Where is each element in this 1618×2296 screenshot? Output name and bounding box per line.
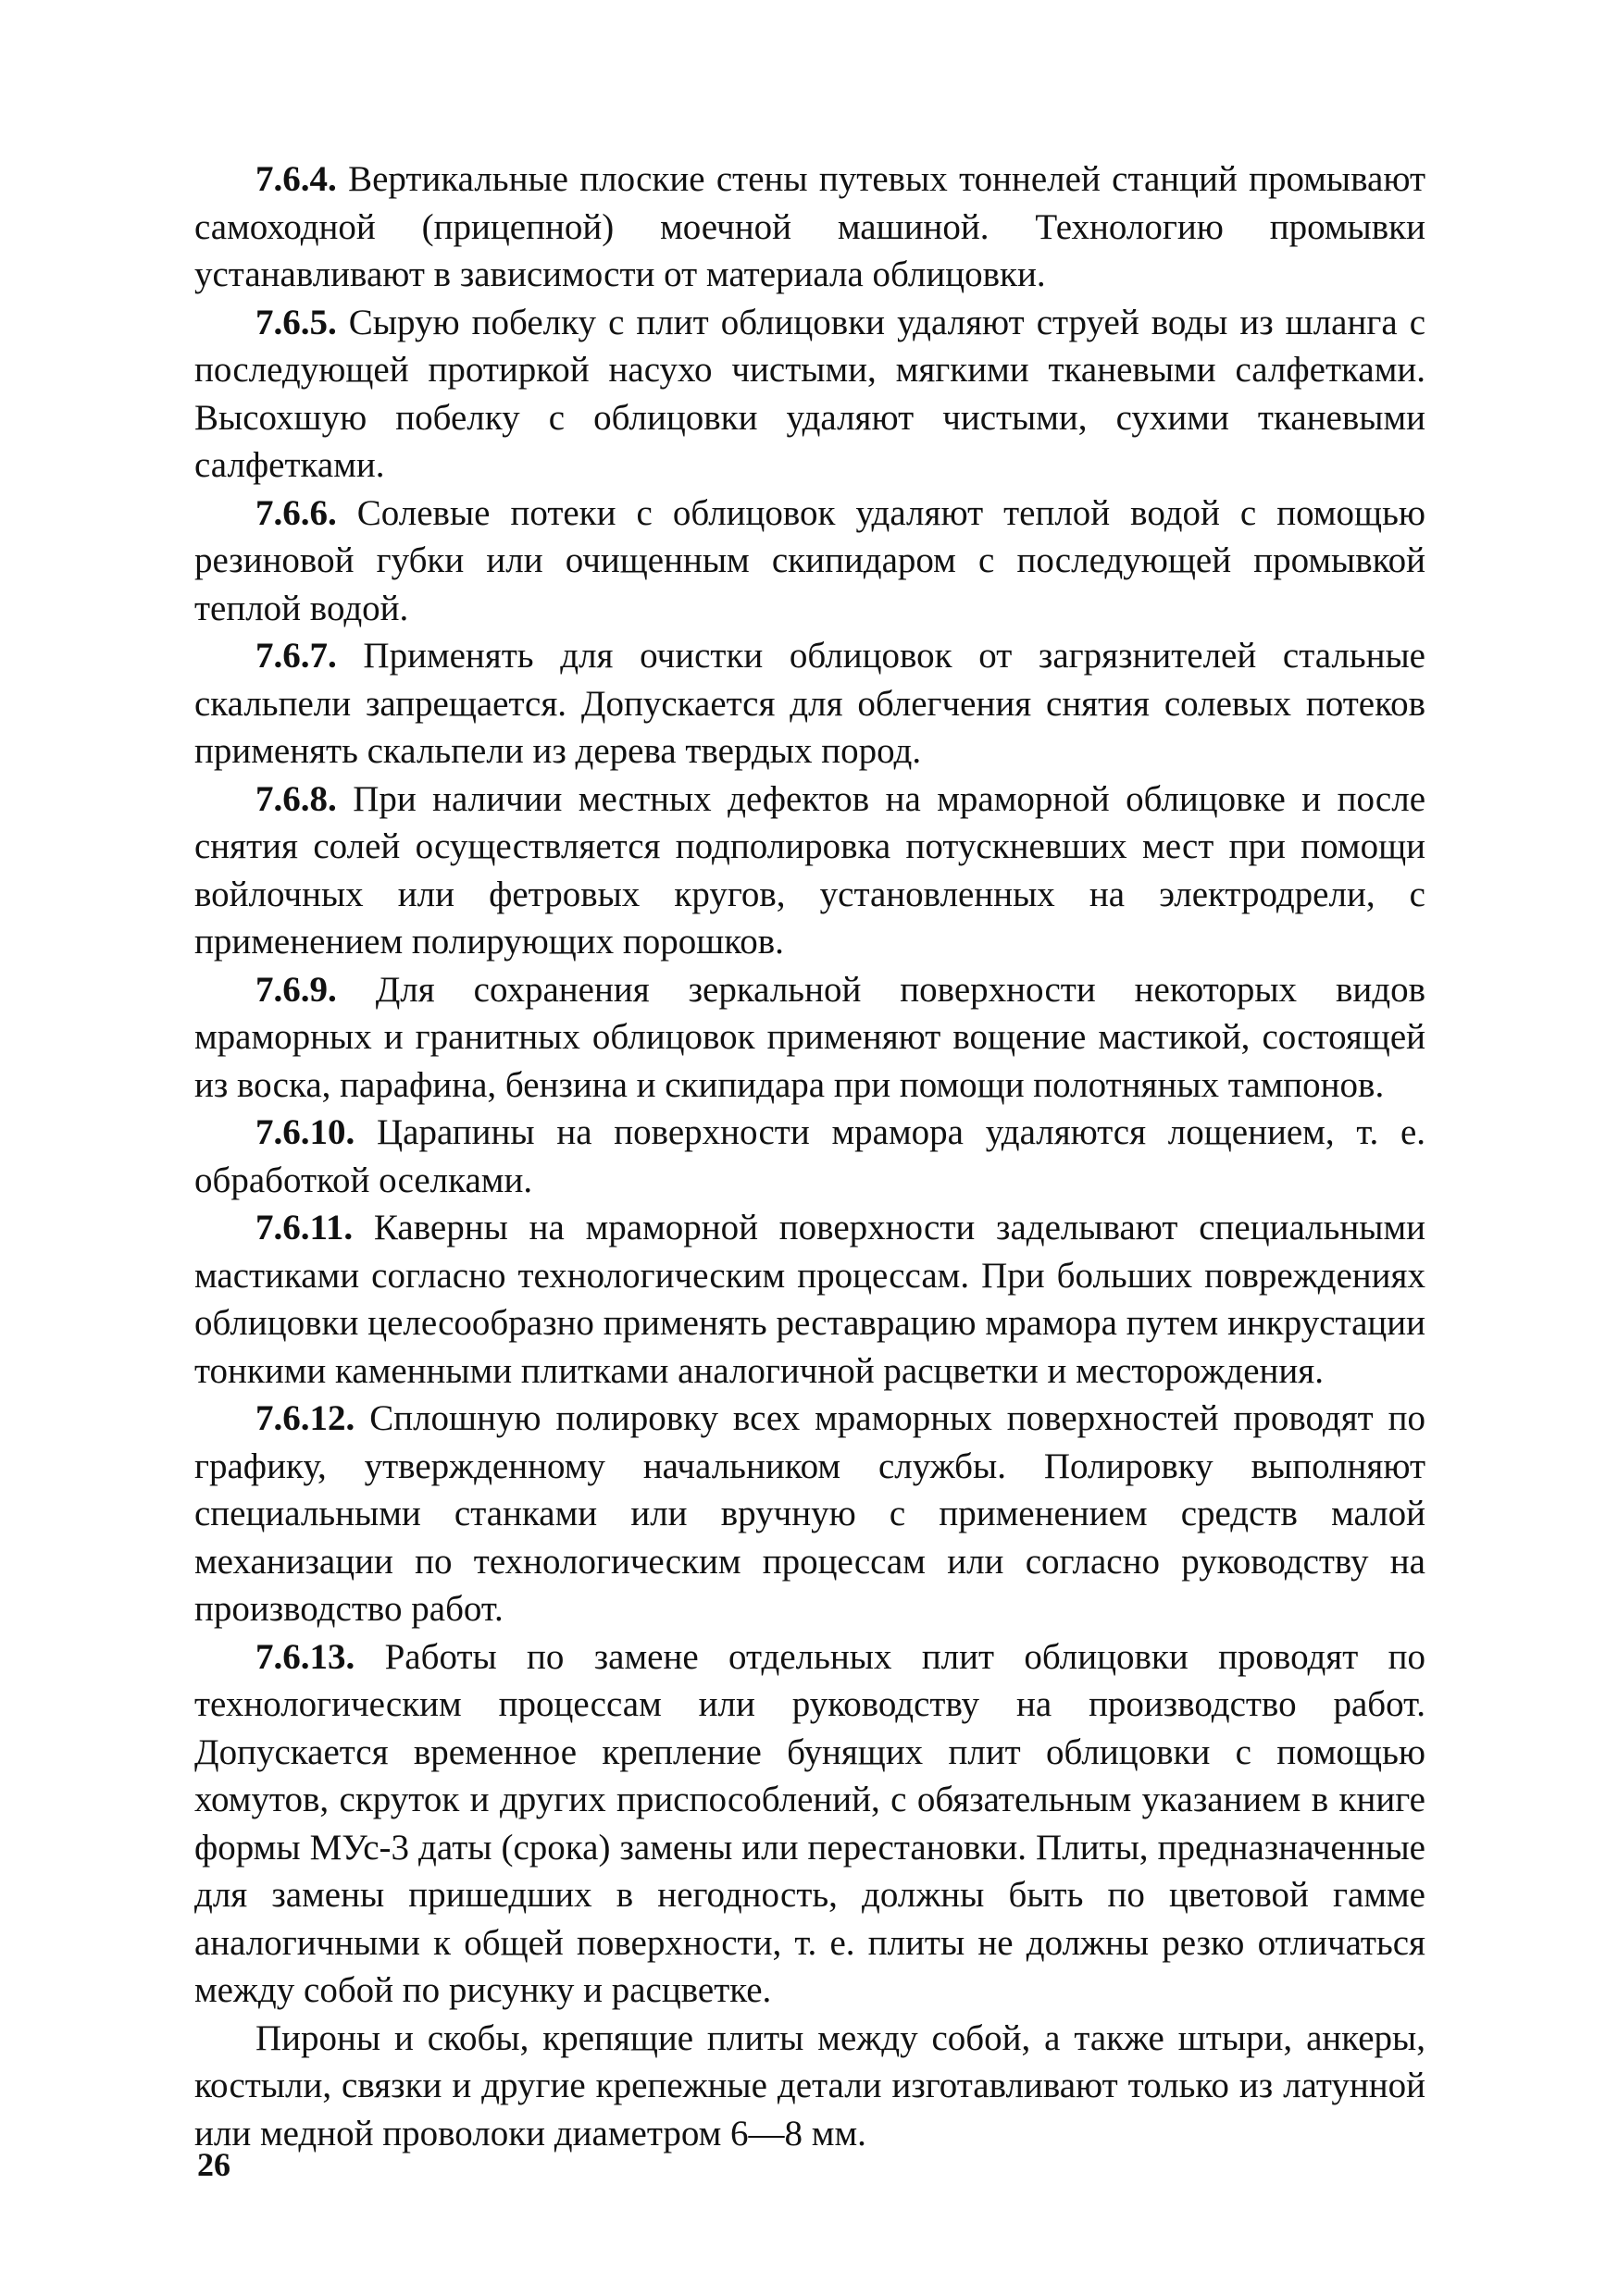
paragraph-text: Для сохранения зеркальной поверхности некоторых видов мраморных и гранитных облицовок применяют вощение мастикой, состоящей из воска, парафина, бензина и скипидара при помощи полотняных тампонов.: [194, 969, 1426, 1105]
paragraph: [194, 1204, 1425, 1395]
document-body: [194, 155, 1425, 2157]
page-number: 26: [197, 2146, 230, 2183]
paragraph-number: 7.6.4.: [255, 159, 337, 199]
paragraph-number: 7.6.12.: [255, 1398, 355, 1438]
paragraph: [194, 490, 1425, 633]
paragraph-text: Солевые потеки с облицовок удаляют теплой водой с помощью резиновой губки или очищенным скипидаром с последующей промывкой теплой водой.: [194, 492, 1426, 628]
paragraph-text: Работы по замене отдельных плит облицовки проводят по технологическим процессам или руководству на производство работ. Допускается временное крепление бунящих плит облицовки с помощью хомутов, скруток и других приспособлений, с обязательным указанием в книге формы МУс-3 даты (срока) замены или перестановки. Плиты, предназначенные для замены пришедших в негодность, должны быть по цветовой гамме аналогичными к общей поверхности, т. е. плиты не должны резко отличаться между собой по рисунку и расцветке.: [194, 1636, 1426, 2010]
paragraph-number: 7.6.8.: [255, 778, 337, 819]
paragraph-number: 7.6.9.: [255, 969, 337, 1010]
paragraph-number: 7.6.6.: [255, 492, 337, 533]
paragraph-text: Каверны на мраморной поверхности заделывают специальными мастиками согласно технологическим процессам. При больших повреждениях облицовки целесообразно применять реставрацию мрамора путем инкрустации тонкими каменными плитками аналогичной расцветки и месторождения.: [194, 1208, 1426, 1391]
paragraph-text: Сплошную полировку всех мраморных поверхностей проводят по графику, утвержденному начальником службы. Полировку выполняют специальными станками или вручную с применением средств малой механизации по технологическим процессам или согласно руководству на производство работ.: [194, 1398, 1426, 1629]
paragraph-text: Применять для очистки облицовок от загрязнителей стальные скальпели запрещается. Допускается для облегчения снятия солевых потеков применять скальпели из дерева твердых пород.: [194, 636, 1425, 771]
paragraph-text: Пироны и скобы, крепящие плиты между собой, а также штыри, анкеры, костыли, связки и другие крепежные детали изготавливают только из латунной или медной проволоки диаметром 6—8 мм.: [194, 2017, 1425, 2153]
paragraph: [194, 966, 1425, 1110]
paragraph: [194, 1109, 1425, 1204]
paragraph-text: Сырую побелку с плит облицовки удаляют струей воды из шланга с последующей протиркой насухо чистыми, мягкими тканевыми салфетками. Высохшую побелку с облицовки удаляют чистыми, сухими тканевыми салфетками.: [194, 302, 1426, 485]
paragraph: [194, 776, 1425, 966]
paragraph-number: 7.6.13.: [255, 1636, 355, 1677]
paragraph: [194, 632, 1425, 776]
paragraph-text: При наличии местных дефектов на мраморной облицовке и после снятия солей осуществляется подполировка потускневших мест при помощи войлочных или фетровых кругов, установленных на электродрели, с применением полирующих порошков.: [194, 778, 1426, 962]
paragraph: [194, 155, 1425, 299]
paragraph: [194, 2015, 1425, 2158]
paragraph-number: 7.6.11.: [255, 1208, 354, 1247]
paragraph-text: Царапины на поверхности мрамора удаляются лощением, т. е. обработкой оселками.: [194, 1112, 1426, 1200]
paragraph-text: Вертикальные плоские стены путевых тоннелей станций промывают самоходной (прицепной) моечной машиной. Технологию промывки устанавливают в зависимости от материала облицовки.: [194, 159, 1426, 294]
paragraph: [194, 1633, 1425, 2015]
paragraph: [194, 299, 1425, 490]
paragraph: [194, 1395, 1425, 1633]
paragraph-number: 7.6.7.: [255, 636, 337, 676]
paragraph-number: 7.6.5.: [255, 302, 337, 342]
paragraph-number: 7.6.10.: [255, 1112, 355, 1152]
